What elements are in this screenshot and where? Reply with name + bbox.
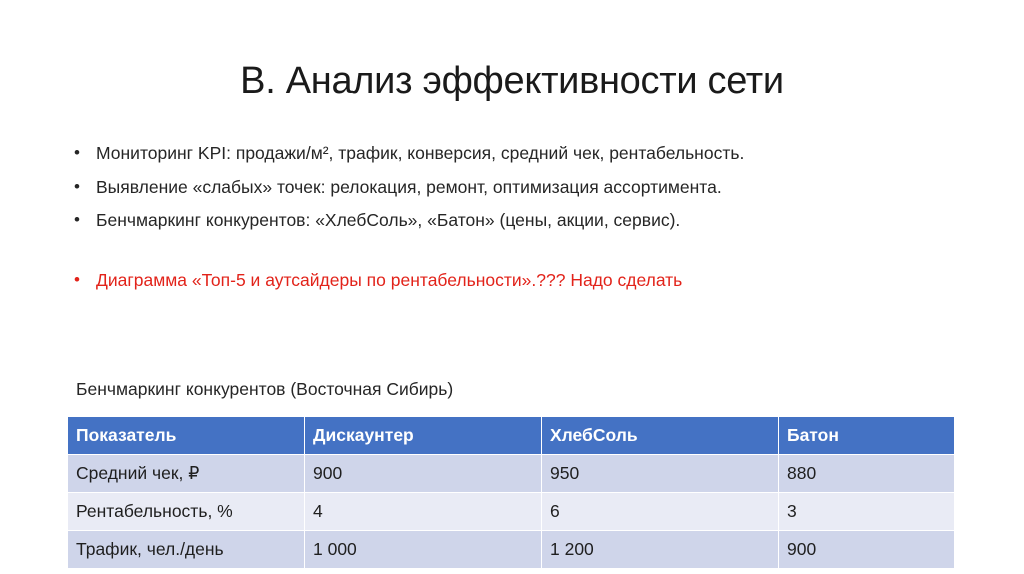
bullet-icon: • <box>74 210 80 229</box>
bullet-item <box>72 142 972 164</box>
table-cell: 900 <box>305 455 542 493</box>
bullet-item <box>72 176 972 198</box>
table-cell: 880 <box>779 455 955 493</box>
table-cell: 6 <box>542 493 779 531</box>
table-cell: 3 <box>779 493 955 531</box>
table-caption: Бенчмаркинг конкурентов (Восточная Сибирь) <box>76 379 454 399</box>
bullet-icon: • <box>74 270 80 289</box>
table-cell: Трафик, чел./день <box>68 531 305 569</box>
table-cell: 950 <box>542 455 779 493</box>
table-cell: Средний чек, ₽ <box>68 455 305 493</box>
bullet-text: Выявление «слабых» точек: релокация, ремонт, оптимизация ассортимента. <box>96 176 722 197</box>
bullet-item-todo <box>72 269 972 291</box>
bullet-text: Диаграмма «Топ-5 и аутсайдеры по рентабельности».??? Надо сделать <box>96 270 683 290</box>
column-header: Показатель <box>68 417 305 455</box>
table-row <box>68 531 955 569</box>
column-header: Батон <box>779 417 955 455</box>
bullet-list <box>72 142 972 303</box>
bullet-text: Бенчмаркинг конкурентов: «ХлебСоль», «Батон» (цены, акции, сервис). <box>96 210 681 230</box>
table-cell: 1 200 <box>542 531 779 569</box>
table-cell: 900 <box>779 531 955 569</box>
table-row <box>68 493 955 531</box>
column-header: ХлебСоль <box>542 417 779 455</box>
table-header-row <box>68 417 955 455</box>
column-header: Дискаунтер <box>305 417 542 455</box>
bullet-icon: • <box>74 143 80 162</box>
bullet-icon: • <box>74 176 80 196</box>
bullet-text: Мониторинг KPI: продажи/м², трафик, конверсия, средний чек, рентабельность. <box>96 143 745 163</box>
table-cell: Рентабельность, % <box>68 493 305 531</box>
table-cell: 1 000 <box>305 531 542 569</box>
table-row <box>68 455 955 493</box>
table-cell: 4 <box>305 493 542 531</box>
benchmark-table <box>67 416 955 569</box>
bullet-item <box>72 209 972 231</box>
slide-title: В. Анализ эффективности сети <box>240 60 784 102</box>
